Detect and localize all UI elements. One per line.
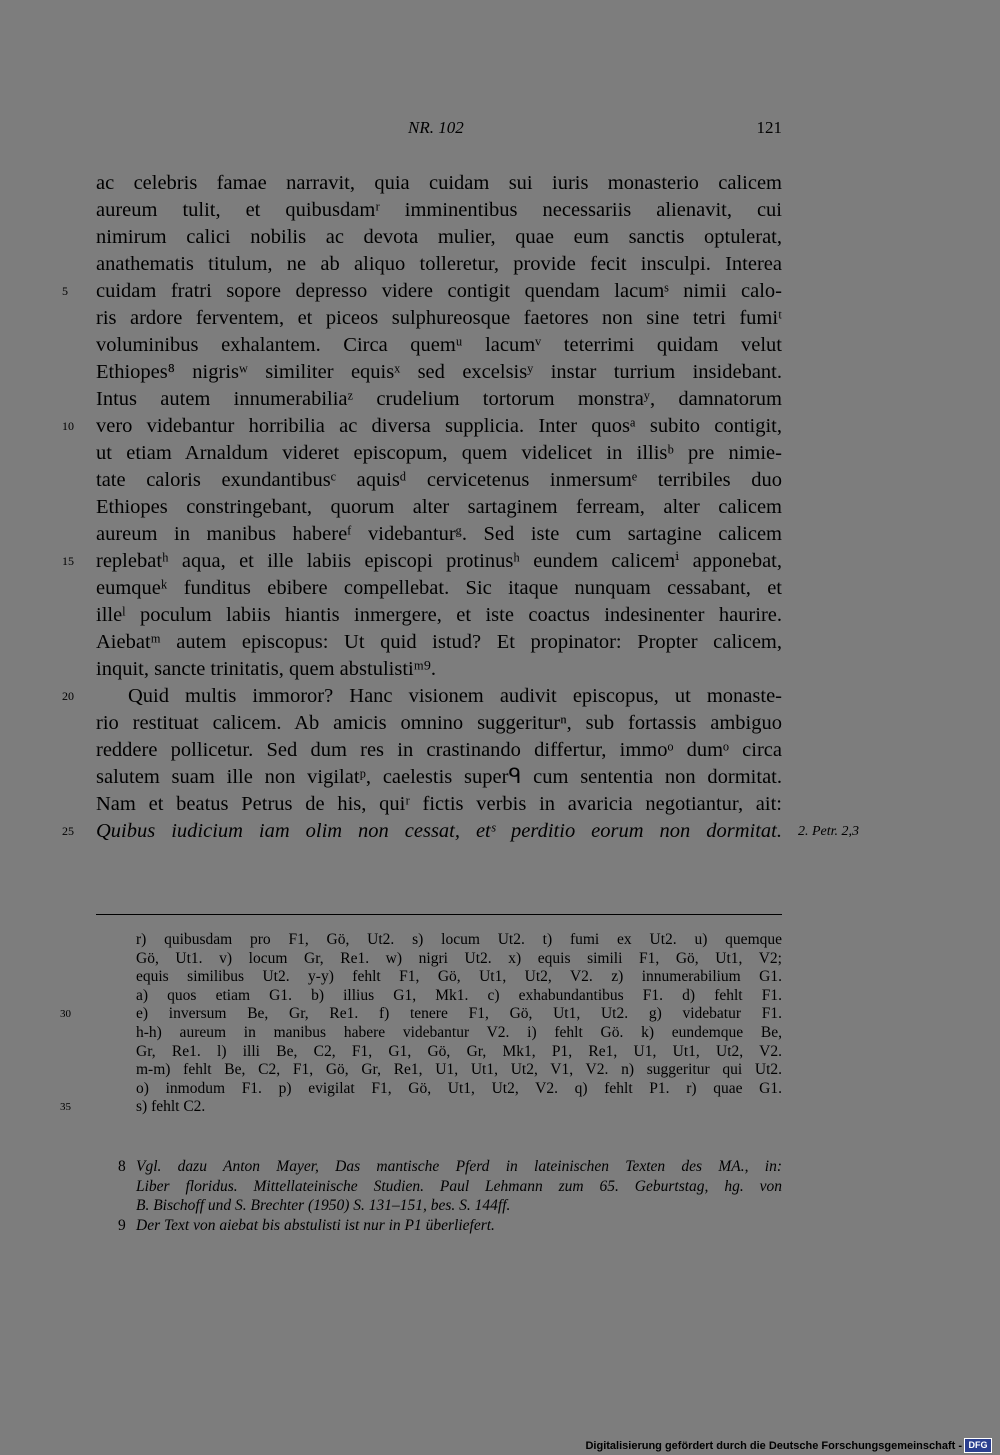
line-number: 35: [60, 1101, 71, 1114]
line-number: 5: [62, 284, 68, 298]
running-title: NR. 102: [408, 118, 464, 137]
dfg-logo: DFG: [964, 1438, 992, 1453]
text-line: Nam et beatus Petrus de his, quiʳ fictis verbis in avaricia negotiantur, ait:: [96, 793, 782, 815]
apparatus-line: h-h) aureum in manibus habere videbantur V2. i) fehlt Gö. k) eundemque Be,: [136, 1023, 782, 1041]
apparatus-line: equis similibus Ut2. y-y) fehlt F1, Gö, Ut1, Ut2, V2. z) innumerabilium G1.: [136, 968, 782, 986]
text-line: 25 Quibus iudicium iam olim non cessat, etˢ perditio eorum non dormitat. 2. Petr. 2,3: [96, 818, 782, 845]
text-line: 10 vero videbantur horribilia ac diversa supplicia. Inter quosᵃ subito contigit,: [96, 413, 782, 440]
line-number: 20: [62, 689, 74, 703]
text-line: illeˡ poculum labiis hiantis inmergere, et iste coactus indesinenter haurire.: [96, 604, 782, 626]
critical-apparatus: [60, 931, 782, 1117]
text-line: voluminibus exhalantem. Circa quemᵘ lacumᵛ teterrimi quidam velut: [96, 334, 782, 356]
apparatus-line: Gr, Re1. l) illi Be, C2, F1, G1, Gö, Gr, Mk1, P1, Re1, U1, Ut1, Ut2, V2.: [136, 1042, 782, 1060]
apparatus-line: 35 s) fehlt C2.: [60, 1098, 206, 1116]
text-line: ut etiam Arnaldum videret episcopum, quem videlicet in illisᵇ pre nimie-: [96, 442, 782, 464]
text-line: reddere pollicetur. Sed dum res in crastinando differtur, immoᵒ dumᵒ circa: [96, 739, 782, 761]
line-number: 30: [60, 1008, 71, 1021]
page-number: 121: [756, 118, 782, 137]
text-line: anathematis titulum, ne ab aliquo tolleretur, provide fecit insculpi. Interea: [96, 253, 782, 275]
footer: [0, 1437, 1000, 1455]
text-line: salutem suam ille non vigilatᵖ, caelestis superᑫ cum sententia non dormitat.: [96, 766, 782, 788]
note-line: 9 Der Text von aiebat bis abstulisti ist nur in P1 überliefert.: [118, 1216, 495, 1234]
apparatus-line: 30 e) inversum Be, Gr, Re1. f) tenere F1, Gö, Ut1, Ut2. g) videbatur F1.: [60, 1005, 782, 1023]
note-number: 8: [118, 1158, 126, 1175]
note-line: B. Bischoff und S. Brechter (1950) S. 131–151, bes. S. 144ff.: [136, 1197, 511, 1214]
apparatus-line: r) quibusdam pro F1, Gö, Ut2. s) locum Ut2. t) fumi ex Ut2. u) quemque: [136, 931, 782, 948]
note-line: 8 Vgl. dazu Anton Mayer, Das mantische Pferd in lateinischen Texten des MA., in:: [118, 1158, 782, 1175]
line-number: 25: [62, 824, 74, 838]
page-header: [96, 118, 782, 144]
text-line: rio restituat calicem. Ab amicis omnino suggeriturⁿ, sub fortassis ambiguo: [96, 712, 782, 734]
text-line: Ethiopes constringebant, quorum alter sartaginem ferream, alter calicem: [96, 496, 782, 518]
text-line: eumqueᵏ funditus ebibere compellebat. Sic itaque nunquam cessabant, et: [96, 577, 782, 599]
text-line: ris ardore ferventem, et piceos sulphureosque faetores non sine tetri fumiᵗ: [96, 307, 782, 329]
footnote-rule: [96, 914, 782, 915]
note-line: Liber floridus. Mittellateinische Studien. Paul Lehmann zum 65. Geburtstag, hg. von: [136, 1177, 782, 1195]
note-number: 9: [118, 1216, 126, 1234]
margin-reference: 2. Petr. 2,3: [798, 824, 860, 839]
text-line: ac celebris famae narravit, quia cuidam sui iuris monasterio calicem: [96, 172, 782, 194]
main-text: [62, 170, 860, 845]
text-line: Intus autem innumerabiliaᶻ crudelium tortorum monstraʸ, damnatorum: [96, 388, 782, 410]
line-number: 10: [62, 419, 74, 433]
text-line: 5 cuidam fratri sopore depresso videre contigit quendam lacumˢ nimii calo-: [96, 278, 782, 305]
commentary-notes: [118, 1157, 782, 1235]
text-line: nimirum calici nobilis ac devota mulier, quae eum sanctis optulerat,: [96, 226, 782, 248]
text-line: Ethiopes⁸ nigrisʷ similiter equisˣ sed excelsisʸ instar turrium insidebant.: [96, 361, 782, 383]
apparatus-line: m-m) fehlt Be, C2, F1, Gö, Gr, Re1, U1, Ut1, Ut2, V1, V2. n) suggeritur qui Ut2.: [136, 1061, 782, 1079]
apparatus-line: o) inmodum F1. p) evigilat F1, Gö, Ut1, Ut2, V2. q) fehlt P1. r) quae G1.: [136, 1079, 782, 1097]
text-line: Aiebatᵐ autem episcopus: Ut quid istud? Et propinator: Propter calicem,: [96, 631, 782, 653]
apparatus-line: a) quos etiam G1. b) illius G1, Mk1. c) exhabundantibus F1. d) fehlt F1.: [136, 986, 782, 1004]
text-line: aureum in manibus habereᶠ videbanturᵍ. Sed iste cum sartagine calicem: [96, 523, 782, 545]
line-number: 15: [62, 554, 74, 568]
text-line: 15 replebatʰ aqua, et ille labiis episcopi protinusʰ eundem calicemⁱ apponebat,: [96, 548, 782, 575]
text-line: inquit, sancte trinitatis, quem abstulistiᵐ⁹.: [96, 658, 437, 680]
text-line: tate caloris exundantibusᶜ aquisᵈ cervicetenus inmersumᵉ terribiles duo: [96, 469, 782, 491]
text-line: aureum tulit, et quibusdamʳ imminentibus necessariis alienavit, cui: [96, 199, 782, 221]
text-line: 20 Quid multis immoror? Hanc visionem audivit episcopus, ut monaste-: [96, 683, 782, 710]
apparatus-line: Gö, Ut1. v) locum Gr, Re1. w) nigri Ut2. x) equis simili F1, Gö, Ut1, V2;: [136, 949, 782, 967]
funding-credit: Digitalisierung gefördert durch die Deutsche Forschungsgemeinschaft -: [585, 1440, 962, 1452]
